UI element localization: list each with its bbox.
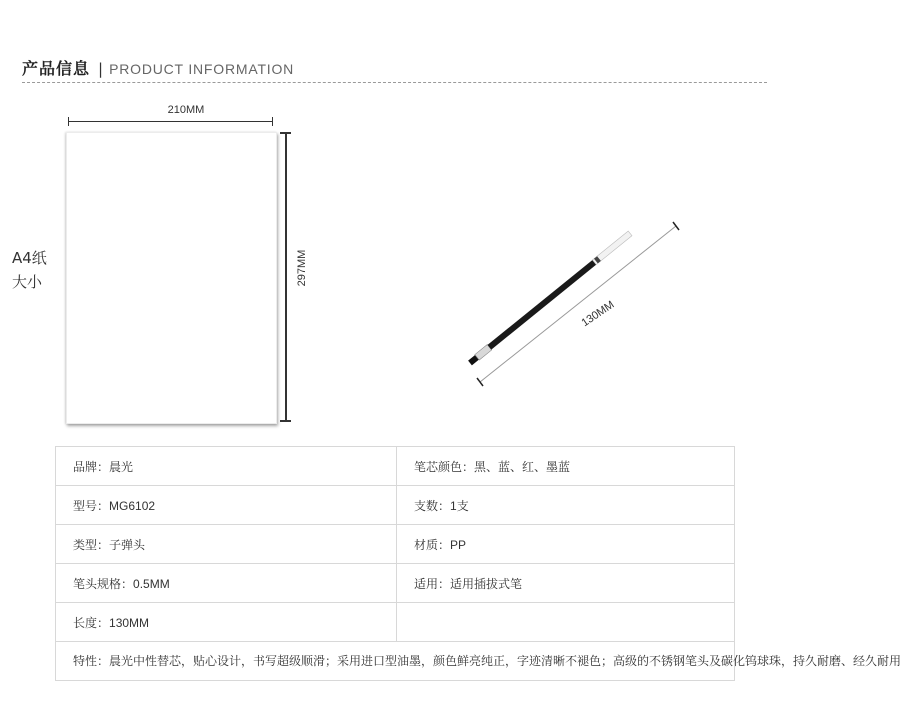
section-title-en: PRODUCT INFORMATION — [109, 61, 295, 77]
refill-length-label: 130MM — [579, 298, 617, 330]
height-dimension-tick-bottom — [280, 420, 291, 422]
height-dimension-line — [285, 133, 287, 421]
a4-paper-image — [66, 132, 277, 424]
section-title-cn: 产品信息 — [22, 59, 91, 78]
header-divider — [22, 82, 767, 83]
spec-cell-type: 类型：子弹头 — [56, 525, 397, 564]
width-dimension-tick-right — [272, 117, 273, 126]
spec-cell-quantity: 支数：1支 — [397, 486, 735, 525]
features-label: 特性： — [73, 653, 110, 668]
paper-size-label — [12, 246, 47, 294]
refill-body — [468, 231, 632, 366]
table-row — [56, 486, 735, 525]
spec-cell-material: 材质：PP — [397, 525, 735, 564]
table-row — [56, 564, 735, 603]
width-dimension-label: 210MM — [167, 104, 205, 116]
spec-cell-brand: 品牌：晨光 — [56, 447, 397, 486]
height-dimension-label: 297MM — [296, 249, 308, 287]
width-dimension-line — [68, 121, 273, 122]
spec-cell-applicable: 适用：适用插拔式笔 — [397, 564, 735, 603]
spec-cell-ink-color: 笔芯颜色：黑、蓝、红、墨蓝 — [397, 447, 735, 486]
title-separator: | — [98, 60, 104, 78]
pen-refill-image — [460, 200, 690, 390]
refill-length-line — [480, 226, 676, 382]
table-row — [56, 525, 735, 564]
refill-length-tick-top — [673, 222, 679, 230]
paper-label-line1: A4纸 — [12, 249, 47, 267]
spec-cell-features — [56, 642, 901, 681]
table-row — [56, 642, 735, 681]
features-text: 晨光中性替芯，贴心设计，书写超级顺滑；采用进口型油墨，颜色鲜亮纯正，字迹清晰不褪色；高级的不锈钢笔头及碳化钨球珠，持久耐磨、经久耐用 — [109, 653, 901, 668]
spec-cell-model: 型号：MG6102 — [56, 486, 397, 525]
paper-label-line2: 大小 — [12, 273, 43, 291]
spec-cell-tip-size: 笔头规格：0.5MM — [56, 564, 397, 603]
width-dimension-tick-left — [68, 117, 69, 126]
spec-cell-empty — [397, 603, 735, 642]
spec-cell-length: 长度：130MM — [56, 603, 397, 642]
section-header — [22, 56, 294, 82]
table-row — [56, 603, 735, 642]
table-row — [56, 447, 735, 486]
refill-length-tick-bottom — [477, 378, 483, 386]
spec-table — [55, 446, 901, 681]
height-dimension-tick-top — [280, 132, 291, 134]
